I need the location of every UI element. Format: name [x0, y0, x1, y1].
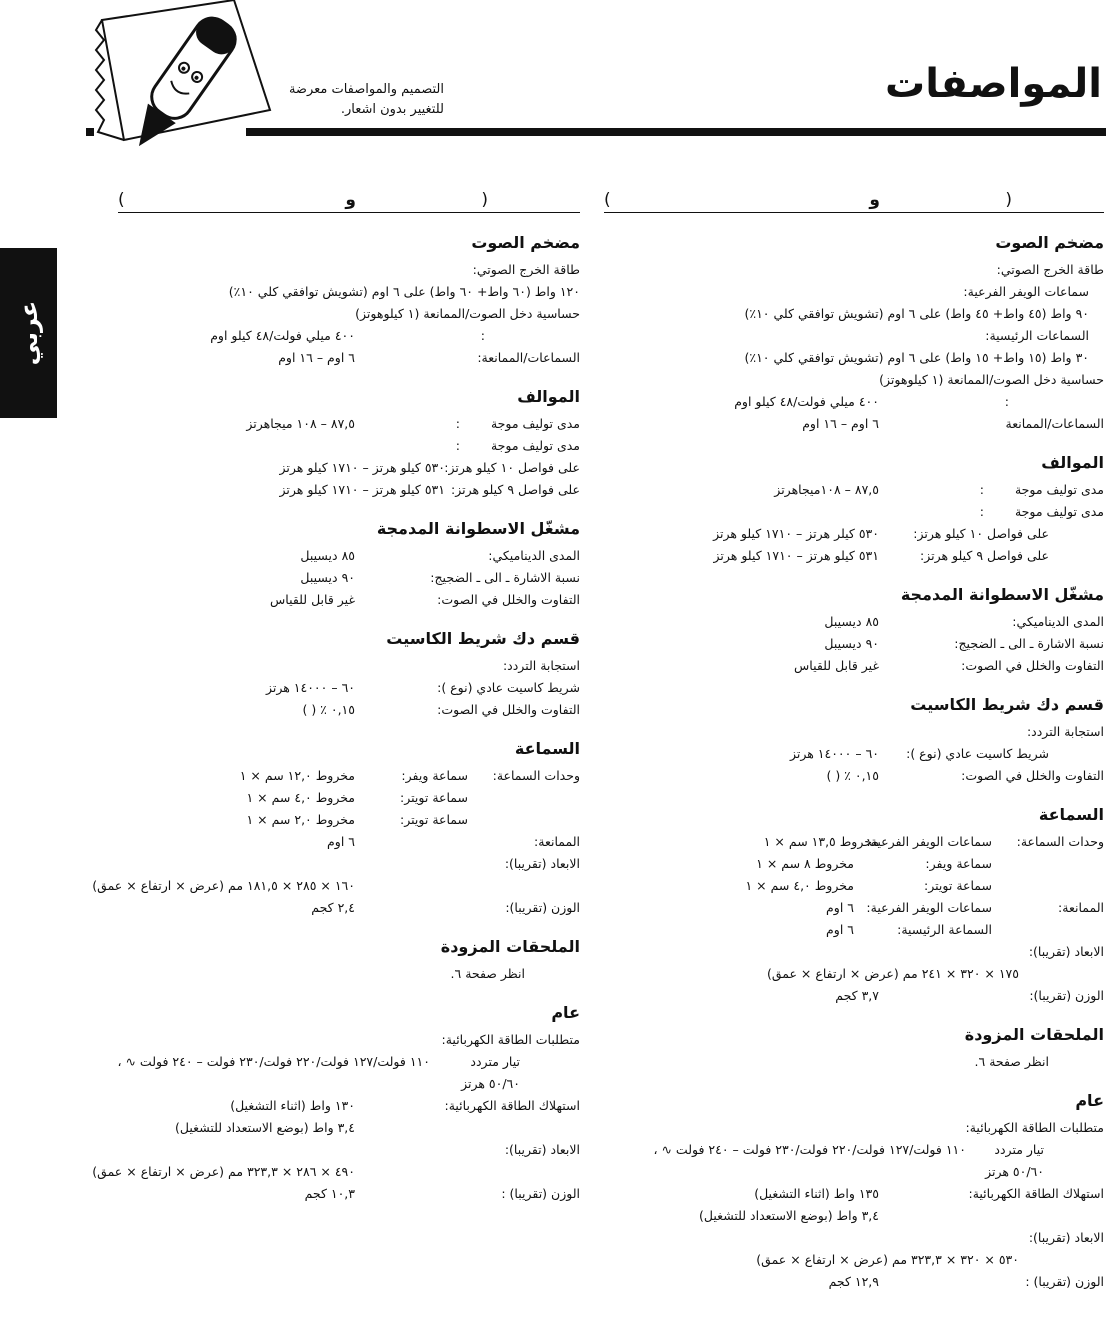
spec-label: الابعاد (تقريبا): — [1028, 944, 1104, 959]
spec-value: ٨٥ ديسيبل — [824, 614, 879, 629]
spec-column-right — [604, 190, 1104, 1293]
spec-label: تيار متردد — [470, 1054, 520, 1069]
spec-value: مخروط ٤,٠ سم × ١ — [745, 878, 854, 893]
spec-value: ٦ اوم — [327, 834, 355, 849]
spec-value: ٩٠ ديسيبل — [300, 570, 355, 585]
spec-label: استهلاك الطاقة الكهربائية: — [968, 1186, 1104, 1201]
spec-label: سماعة تويتر: — [924, 878, 992, 893]
spec-value: ١٢٠ واط (٦٠ واط+ ٦٠ واط) على ٦ اوم (تشويش توافقي كلي ١٠٪) — [228, 284, 580, 299]
spec-label: حساسية دخل الصوت/الممانعة (١ كيلوهوتز) — [879, 372, 1104, 387]
model-close: ) — [604, 190, 611, 210]
spec-value: ٥٣٠ كيلر هرتز – ١٧١٠ كيلو هرتز — [713, 526, 879, 541]
model-close: ) — [118, 190, 125, 210]
page-title: المواصفات — [885, 61, 1102, 107]
spec-value: ٥٣١ كيلو هرتز – ١٧١٠ كيلو هرتز — [713, 548, 879, 563]
spec-label: الوزن (تقريبا) : — [501, 1186, 580, 1201]
spec-value: مخروط ١٣,٥ سم × ١ — [763, 834, 879, 849]
spec-value: ١١٠ فولت/١٢٧ فولت/٢٢٠ فولت/٢٣٠ فولت – ٢٤٠ فولت ∿ ، — [653, 1142, 966, 1157]
spec-label: السماعات الرئيسية: — [985, 328, 1089, 343]
spec-label: المدى الديناميكي: — [488, 548, 580, 563]
spec-label: سماعات الويفر الفرعية: — [963, 284, 1089, 299]
spec-label: سماعة تويتر: — [400, 790, 468, 805]
spec-label: استجابة التردد: — [502, 658, 580, 673]
spec-label: متطلبات الطاقة الكهربائية: — [965, 1120, 1104, 1135]
spec-value: ٥٣١ كيلو هرتز – ١٧١٠ كيلو هرتز — [279, 482, 445, 497]
spec-value: ٣,٤ واط (بوضع الاستعداد للتشغيل) — [175, 1120, 355, 1135]
spec-value: ٨٧,٥ – ١٠٨ميجاهرتز — [774, 482, 879, 497]
spec-label: على فواصل ١٠ كيلو هرتز: — [913, 526, 1049, 541]
spec-label: التفاوت والخلل في الصوت: — [437, 592, 580, 607]
spec-value: ٠,١٥ ٪ ( ) — [302, 702, 355, 717]
spec-label: التفاوت والخلل في الصوت: — [961, 658, 1104, 673]
spec-label: الابعاد (تقريبا): — [504, 1142, 580, 1157]
spec-value: ٥٣٠ كيلو هرتز – ١٧١٠ كيلو هرتز — [279, 460, 445, 475]
title-rule — [246, 128, 1106, 136]
spec-value: ١٧٥ × ٣٢٠ × ٢٤١ مم (عرض × ارتفاع × عمق) — [766, 966, 1019, 981]
spec-colon: : — [1004, 394, 1009, 409]
corner-mark-icon — [86, 128, 94, 136]
spec-value: ١٢,٩ كجم — [828, 1274, 879, 1289]
spec-label: متطلبات الطاقة الكهربائية: — [441, 1032, 580, 1047]
spec-value: ٣,٧ كجم — [835, 988, 879, 1003]
spec-value: ٢,٤ كجم — [311, 900, 355, 915]
notice-line-2: للتغيير بدون اشعار. — [340, 102, 444, 117]
spec-label: الابعاد (تقريبا): — [504, 856, 580, 871]
spec-label: شريط كاسيت عادي (نوع ): — [906, 746, 1049, 761]
spec-value: ٥٠/٦٠ هرتز — [985, 1164, 1044, 1179]
section-cassette: قسم دك شريط الكاسيت — [910, 695, 1104, 714]
section-cassette: قسم دك شريط الكاسيت — [386, 629, 580, 648]
spec-value: ٤٠٠ ميلي فولت/٤٨ كيلو اوم — [734, 394, 879, 409]
model-header — [604, 190, 1104, 213]
section-speaker: السماعة — [514, 739, 580, 758]
spec-label: استجابة التردد: — [1026, 724, 1104, 739]
spec-label: تيار متردد — [994, 1142, 1044, 1157]
spec-value: مخروط ٨ سم × ١ — [756, 856, 854, 871]
spec-column-left — [92, 190, 580, 1205]
spec-label: طاقة الخرج الصوتي: — [996, 262, 1104, 277]
spec-value: ٨٥ ديسيبل — [300, 548, 355, 563]
section-general: عام — [1075, 1091, 1104, 1110]
spec-value: ١٣٥ واط (اثناء التشغيل) — [754, 1186, 879, 1201]
spec-value: ٦ اوم – ١٦ اوم — [802, 416, 879, 431]
spec-colon: : — [480, 328, 485, 343]
spec-value: ٦ اوم — [826, 922, 854, 937]
model-and: و — [869, 190, 880, 210]
section-amplifier: مضخم الصوت — [471, 233, 580, 252]
spec-value: ٩٠ واط (٤٥ واط+ ٤٥ واط) على ٦ اوم (تشويش توافقي كلي ١٠٪) — [744, 306, 1089, 321]
model-and: و — [345, 190, 356, 210]
spec-label: مدى توليف موجة — [490, 416, 580, 431]
section-cd-player: مشغّل الاسطوانة المدمجة — [376, 519, 580, 538]
spec-value: انظر صفحة ٦. — [974, 1054, 1049, 1069]
spec-label: سماعات الويفر الفرعية: — [866, 834, 992, 849]
spec-label: الوزن (تقريبا) : — [1025, 1274, 1104, 1289]
spec-label: سماعة تويتر: — [400, 812, 468, 827]
spec-value: مخروط ٤,٠ سم × ١ — [246, 790, 355, 805]
section-tuner: الموالف — [1041, 453, 1104, 472]
spec-value: ٨٧,٥ – ١٠٨ ميجاهرتز — [246, 416, 355, 431]
spec-value: مخروط ٢,٠ سم × ١ — [246, 812, 355, 827]
pen-mascot-illustration — [84, 0, 274, 162]
spec-label: الوزن (تقريبا): — [1029, 988, 1104, 1003]
spec-label: مدى توليف موجة — [1014, 482, 1104, 497]
notice-line-1: التصميم والمواصفات معرضة — [288, 82, 444, 97]
spec-value: ١٦٠ × ٢٨٥ × ١٨١,٥ مم (عرض × ارتفاع × عمق) — [92, 878, 355, 893]
spec-label: على فواصل ٩ كيلو هرتز: — [450, 482, 580, 497]
spec-label: استهلاك الطاقة الكهربائية: — [444, 1098, 580, 1113]
spec-label: وحدات السماعة: — [492, 768, 580, 783]
spec-value: ٤٩٠ × ٢٨٦ × ٣٢٣,٣ مم (عرض × ارتفاع × عمق) — [92, 1164, 355, 1179]
spec-value: ٠,١٥ ٪ ( ) — [826, 768, 879, 783]
spec-label: المدى الديناميكي: — [1012, 614, 1104, 629]
section-tuner: الموالف — [517, 387, 580, 406]
spec-label: السماعات/الممانعة — [1005, 416, 1104, 431]
spec-colon: : — [979, 482, 984, 497]
spec-value: ٦ اوم — [826, 900, 854, 915]
spec-value: ١٣٠ واط (اثناء التشغيل) — [230, 1098, 355, 1113]
spec-label: طاقة الخرج الصوتي: — [472, 262, 580, 277]
section-amplifier: مضخم الصوت — [995, 233, 1104, 252]
section-speaker: السماعة — [1038, 805, 1104, 824]
spec-label: سماعة ويفر: — [925, 856, 992, 871]
spec-label: الابعاد (تقريبا): — [1028, 1230, 1104, 1245]
spec-value: غير قابل للقياس — [270, 592, 355, 607]
spec-value: ٦٠ – ١٤٠٠٠ هرتز — [789, 746, 879, 761]
model-header — [118, 190, 580, 213]
spec-label: نسبة الاشارة ـ الى ـ الضجيج: — [954, 636, 1104, 651]
section-accessories: الملحقات المزودة — [964, 1025, 1104, 1044]
spec-value: ٦٠ – ١٤٠٠٠ هرتز — [265, 680, 355, 695]
spec-value: انظر صفحة ٦. — [450, 966, 525, 981]
spec-label: مدى توليف موجة — [490, 438, 580, 453]
change-notice — [244, 80, 444, 120]
spec-label: الوزن (تقريبا): — [505, 900, 580, 915]
model-open: ( — [481, 190, 488, 210]
spec-label: السماعة الرئيسية: — [897, 922, 992, 937]
spec-value: ٣,٤ واط (بوضع الاستعداد للتشغيل) — [699, 1208, 879, 1223]
spec-label: التفاوت والخلل في الصوت: — [961, 768, 1104, 783]
spec-label: حساسية دخل الصوت/الممانعة (١ كيلوهوتز) — [355, 306, 580, 321]
spec-value: ٥٣٠ × ٣٢٠ × ٣٢٣,٣ مم (عرض × ارتفاع × عمق) — [756, 1252, 1019, 1267]
spec-value: ٣٠ واط (١٥ واط+ ١٥ واط) على ٦ اوم (تشويش توافقي كلي ١٠٪) — [744, 350, 1089, 365]
spec-label: شريط كاسيت عادي (نوع ): — [437, 680, 580, 695]
spec-label: مدى توليف موجة — [1014, 504, 1104, 519]
language-side-tab — [0, 248, 57, 418]
spec-value: ١١٠ فولت/١٢٧ فولت/٢٢٠ فولت/٢٣٠ فولت – ٢٤٠ فولت ∿ ، — [117, 1054, 430, 1069]
section-accessories: الملحقات المزودة — [440, 937, 580, 956]
spec-label: وحدات السماعة: — [1016, 834, 1104, 849]
spec-colon: : — [455, 438, 460, 453]
model-open: ( — [1005, 190, 1012, 210]
spec-colon: : — [979, 504, 984, 519]
spec-label: نسبة الاشارة ـ الى ـ الضجيج: — [430, 570, 580, 585]
spec-value: ٦ اوم – ١٦ اوم — [278, 350, 355, 365]
spec-label: على فواصل ٩ كيلو هرتز: — [919, 548, 1049, 563]
spec-label: الممانعة: — [534, 834, 580, 849]
spec-value: ٩٠ ديسيبل — [824, 636, 879, 651]
spec-label: التفاوت والخلل في الصوت: — [437, 702, 580, 717]
spec-value: ٤٠٠ ميلي فولت/٤٨ كيلو اوم — [210, 328, 355, 343]
spec-value: مخروط ١٢,٠ سم × ١ — [239, 768, 355, 783]
spec-value: غير قابل للقياس — [794, 658, 879, 673]
spec-label: السماعات/الممانعة: — [477, 350, 580, 365]
section-general: عام — [551, 1003, 580, 1022]
spec-label: الممانعة: — [1058, 900, 1104, 915]
spec-colon: : — [455, 416, 460, 431]
language-label: عربي — [14, 300, 43, 366]
spec-label: سماعات الويفر الفرعية: — [866, 900, 992, 915]
spec-value: ٥٠/٦٠ هرتز — [461, 1076, 520, 1091]
section-cd-player: مشغّل الاسطوانة المدمجة — [900, 585, 1104, 604]
spec-label: سماعة ويفر: — [401, 768, 468, 783]
spec-label: على فواصل ١٠ كيلو هرتز: — [444, 460, 580, 475]
spec-value: ١٠,٣ كجم — [304, 1186, 355, 1201]
